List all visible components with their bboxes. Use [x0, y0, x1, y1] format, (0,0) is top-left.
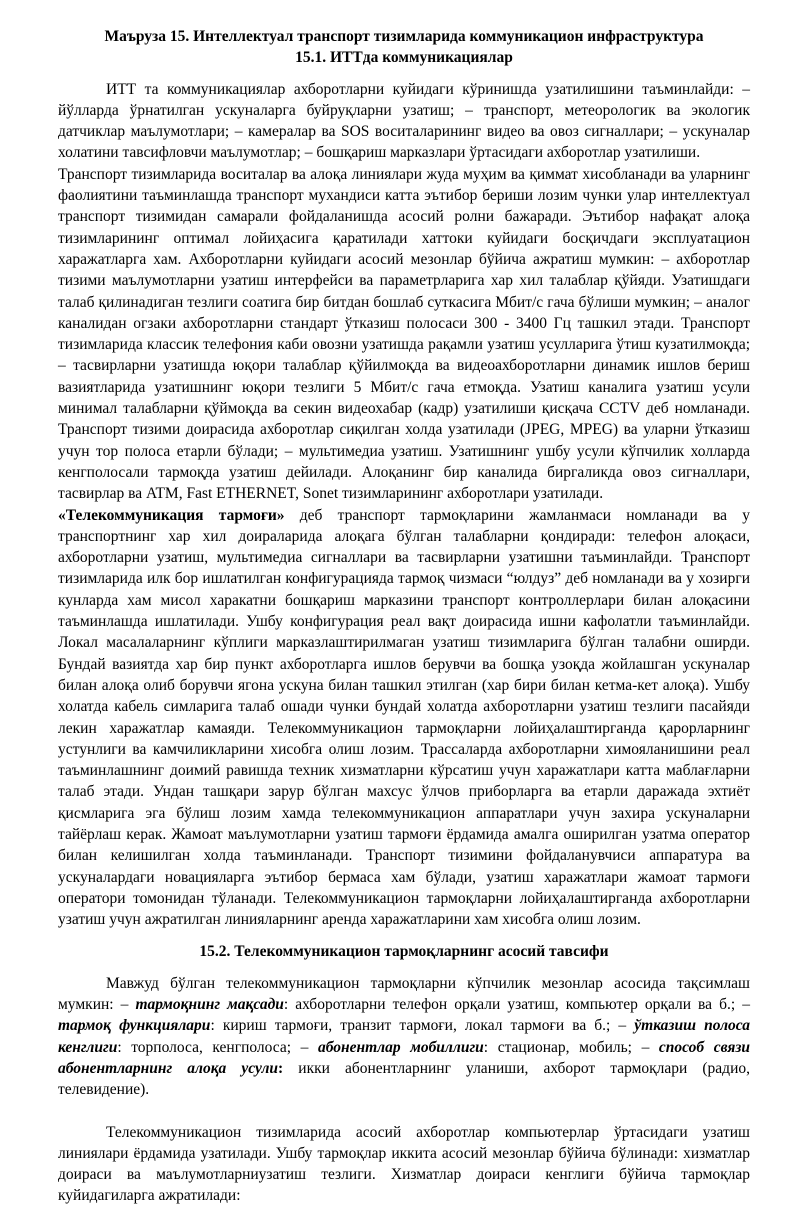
text-run: : стационар, мобиль; –	[483, 1038, 659, 1056]
text-run: : торполоса, кенгполоса; –	[117, 1038, 318, 1056]
section-1-paragraph-2: Транспорт тизимларида воситалар ва алоқа линиялари жуда муҳим ва қиммат хисобланади ва уларнинг фаолиятини таъминлашда транспорт мухандиси катта эътибор бериши лозим чунки улар интеллектуал транспорт тизимидан самарали фойдаланишда асосий ролни бажаради. Эътибор нафақат алоқа тизимларининг оптимал лойиҳасига қаратилади хаттоки куйидаги босқичдаги эксплуатацион харажатларга хам. Ахборотларни куйидаги асосий мезонлар бўйича ажратиш мумкин: – ахборотлар тизими маълумотларни узатиш интерфейси ва параметрларига хар хил талаблар қўйяди. Узатишдаги талаб қилинадиган тезлиги соатига бир битдан бошлаб суткасига Мбит/с гача бўлиши мумкин; – аналог каналидан огзаки ахборотларни стандарт ўтказиш полосаси 300 - 3400 Гц ташкил этади. Транспорт тизимларида классик телефония каби овозни узатишда рақамли узатиш усулларига ўтиш кузатилмоқда; – тасвирларни узатишда юқори талаблар қўйилмоқда ва видеоахборотларни динамик ишлов бериш вазиятларида узатишнинг юқори тезлиги 5 Мбит/с гача етмоқда. Узатиш каналига узатиш усули минимал талабларни қўймоқда ва секин видеохабар (кадр) узатилиши қисқача CCTV деб номланади. Транспорт тизими доирасида ахборотлар сиқилган холда узатилади (JPEG, MPEG) ва уларни ўтказиш учун тор полоса етарли бўлади; – мультимедиа узатиш. Узатишнинг ушбу усули кўпчилик холларда кенгполосали тармоқда узатиш дейилади. Алоқанинг бир каналида биргаликда овоз сигналлари, тасвирлар ва ATM, Fast ETHERNET, Sonet тизимларининг ахборотлари узатилади.	[58, 165, 750, 503]
network-term: «Телекоммуникация тармоғи»	[58, 506, 285, 524]
term-bandwidth: ўтказиш полоса кенглиги	[58, 1017, 751, 1056]
section-2-title: 15.2. Телекоммуникацион тармоқларнинг асосий тавсифи	[199, 943, 609, 961]
paragraph-gap	[58, 1101, 750, 1122]
text-run: Мавжуд бўлган телекоммуникацион тармоқларни кўпчилик мезонлар асосида тақсимлаш мумкин: –	[58, 974, 750, 1014]
term-connection-method: способ связи абонентларнинг алоқа усули	[58, 1038, 750, 1077]
colon: :	[278, 1059, 284, 1077]
section-1-title: 15.1. ИТТда коммуникациялар	[295, 49, 513, 67]
text-run: икки абонентларнинг уланиши, ахборот тармоқлари (радио, телевидение).	[58, 1059, 750, 1099]
section-1-paragraph-3	[58, 505, 750, 931]
section-2-paragraph-2: Телекоммуникацион тизимларида асосий ахборотлар компьютерлар ўртасидаги узатиш линиялари ёрдамида узатилади. Ушбу тармоқлар иккита асосий мезонлар бўйича бўлинади: хизматлар доираси ва маълумотларниузатиш тезлиги. Хизматлар доираси кенглиги бўйича тармоқлар куйидагиларга ажратилади:	[58, 1123, 750, 1205]
section-1-paragraph-3-text: деб транспорт тармоқларини жамланмаси номланади ва у транспортнинг хар хил доираларида алоқага бўлган талабларни қондиради: телефон алоқаси, ахборотларни узатиш, мультимедиа сигналлари ва тасвирларни узатишни таъминлайди. Транспорт тизимларида илк бор ишлатилган конфигурацияда тармоқ чизмаси “юлдуз” деб номланади ва у хозирги кунларда хам мисол харакатни бошқариш марказини транспорт контроллерлари билан алоқасини таъминлашда ишлатилади. Ушбу конфигурация реал вақт доирасида ишни кафолатли таъминлайди. Локал масалаларнинг кўплиги марказлаштирилмаган узатиш тизимларига бўлган талабни оширди. Бундай вазиятда хар бир пункт ахборотларга ишлов берувчи ва бошқа узоқда жойлашган ускуналар билан алоқа олиб борувчи ягона ускуна билан ташкил этилган (хар бири билан кетма-кет алоқа). Ушбу холатда кабель симларига талаб ошади чунки бундай холатда ахборотларни узатиш тезлиги пасайяди лекин харажатлар камаяди. Телекоммуникацион тармоқларни лойиҳалаштирганда қарорларнинг устунлиги ва камчиликларини хисобга олиш лозим. Трассаларда ахборотларни химояланишини реал таъминлашнинг доимий равишда техник хизматларни кўрсатиш учун харажатлари катта маблағларни талаб этади. Ундан ташқари зарур бўлган махсус ўлчов приборларга ва етарли даражада эхтиёт қисмларига эга бўлиш лозим хамда телекоммуникацион аппаратлари учун захира ускуналарни тайёрлаш керак. Жамоат маълумотларни узатиш тармоғи ёрдамида амалга оширилган узатма оператор билан келишилган холда таъминланади. Транспорт тизимини фойдаланувчиси аппаратура ва ускуналардаги новацияларга эътибор бермаса хам бўлади, узатиш харажатлари жамоат тармоғи оператори томонидан тўланади. Телекоммуникацион тармоқларни лойиҳалаштирганда ахборотларни узатиш учун ажратилган линияларнинг аренда харажатларини хам хисобга олиш лозим.	[58, 506, 750, 929]
text-run: : ахборотларни телефон орқали узатиш, компьютер орқали ва б.; –	[283, 996, 751, 1014]
text-run: : кириш тармоғи, транзит тармоғи, локал тармоғи ва б.; –	[210, 1017, 635, 1035]
section-1-paragraph-1: ИТТ та коммуникациялар ахборотларни куйидаги кўринишда узатилишини таъминлайди: – йўлларда ўрнатилган ускуналарга буйруқларни узатиш; – транспорт, метеорологик ва экологик датчиклар маълумотлари; – камералар ва SOS воситаларининг видео ва овоз сигналлари; – ускуналар холатини тавсифловчи маълумотлар; – бошқариш марказлари ўртасидаги ахборотлар узатилиши.	[58, 80, 750, 162]
term-network-purpose: тармоқнинг мақсади	[135, 996, 284, 1014]
term-subscriber-mobility: абонентлар мобиллиги	[317, 1038, 484, 1056]
lecture-title: Маъруза 15. Интеллектуал транспорт тизимларида коммуникацион инфраструктура	[104, 28, 704, 45]
section-2-paragraph-1	[58, 973, 750, 1101]
term-network-functions: тармоқ функциялари	[58, 1017, 211, 1035]
